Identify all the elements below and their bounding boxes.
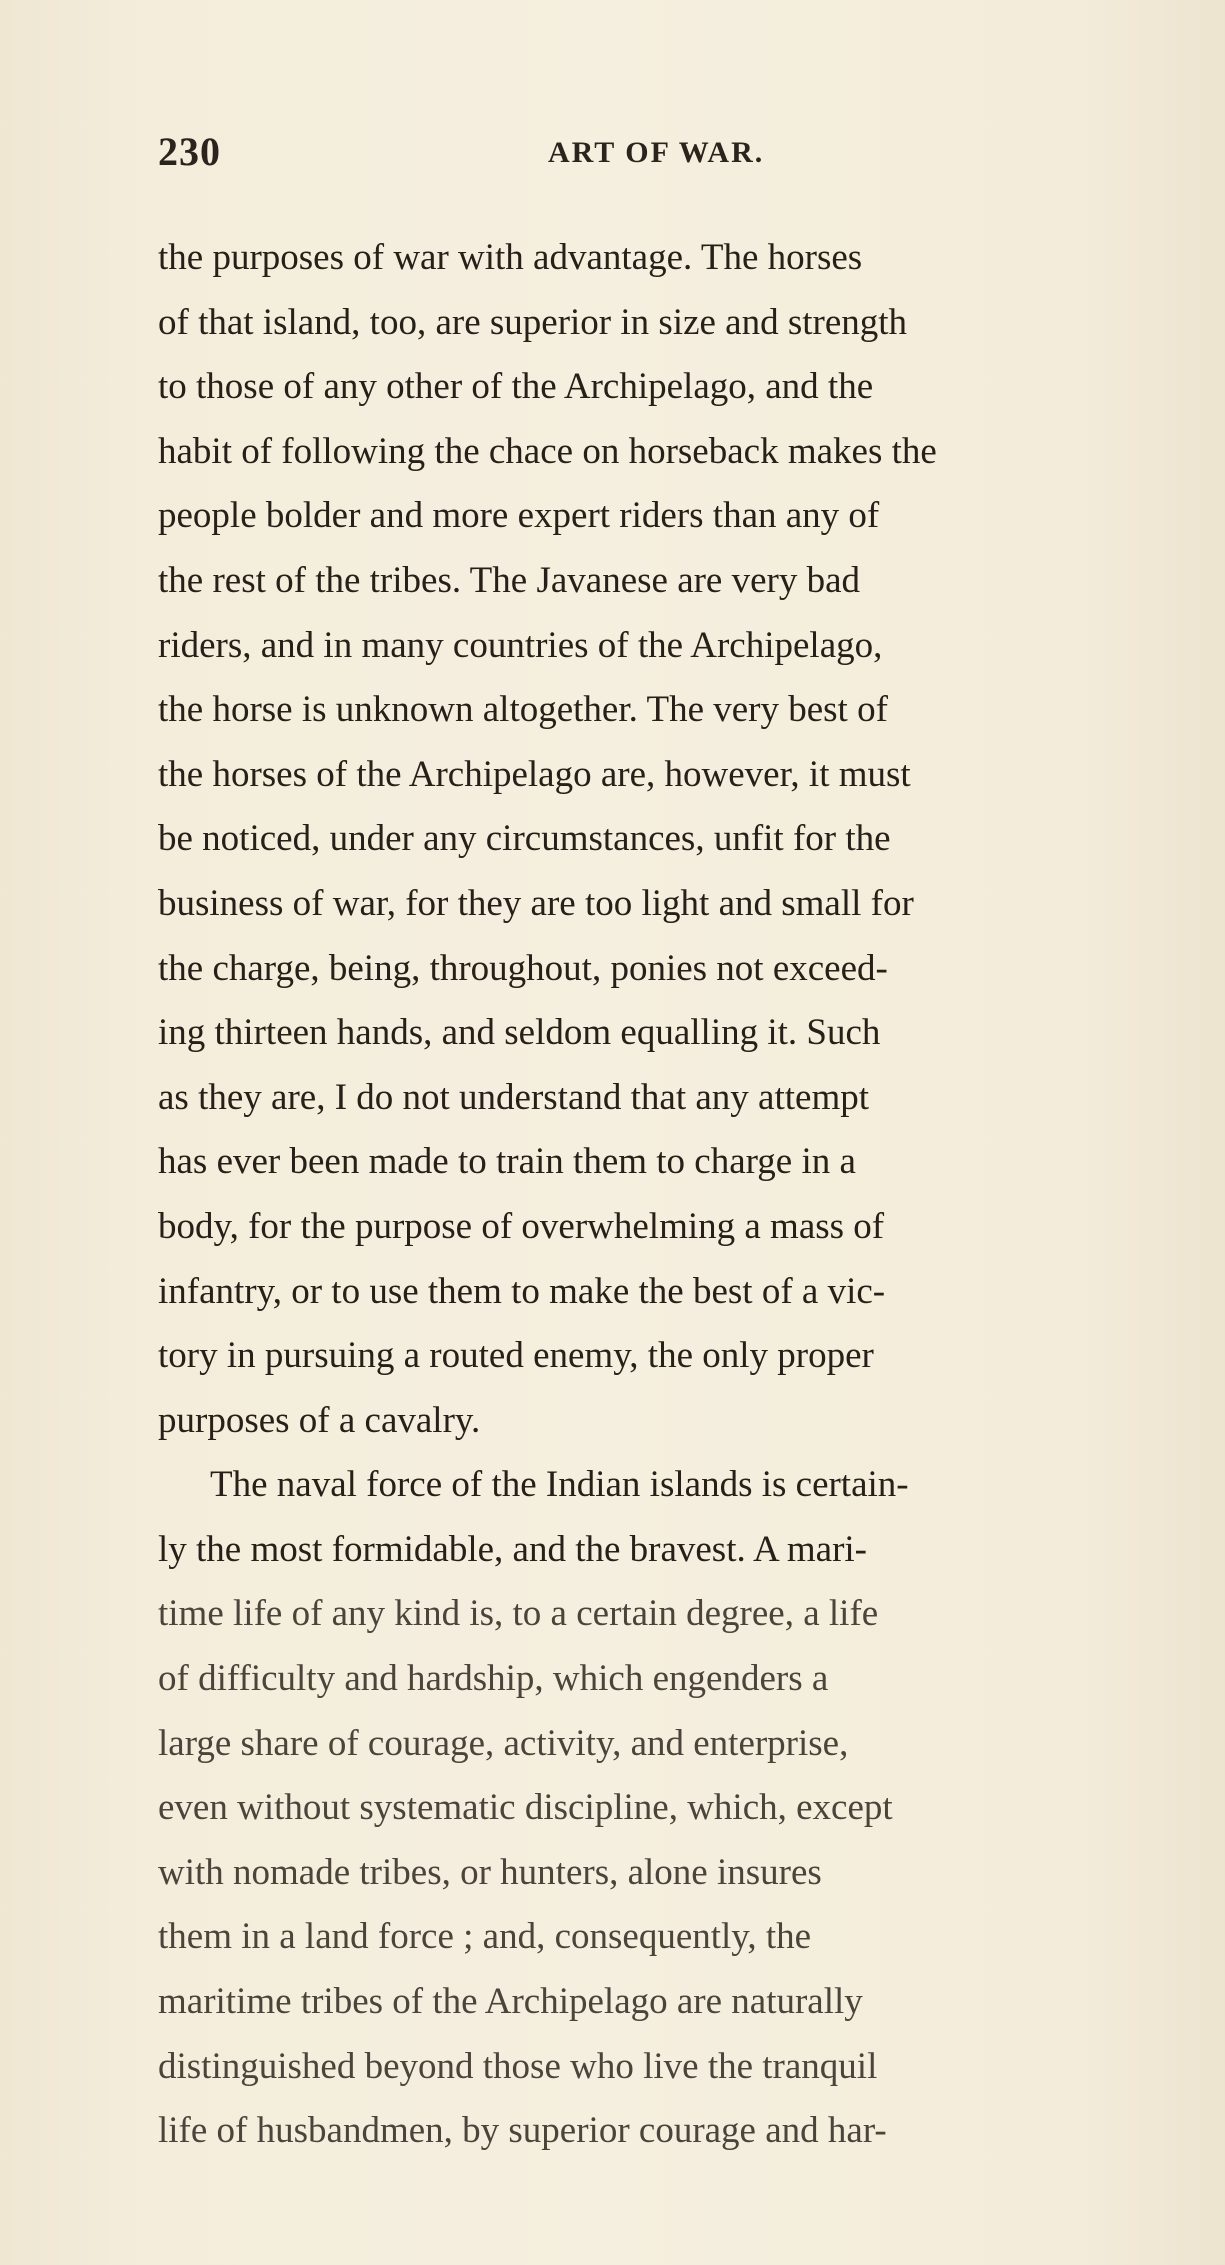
text-line: ly the most formidable, and the bravest. A mari-: [158, 1528, 867, 1570]
text-line: time life of any kind is, to a certain degree, a life: [158, 1593, 879, 1635]
text-line: to those of any other of the Archipelago, and the: [158, 366, 874, 408]
body-text: [158, 226, 1158, 2164]
text-line: of that island, too, are superior in size and strength: [158, 301, 908, 343]
paragraph-start-line: The naval force of the Indian islands is certain-: [210, 1464, 909, 1506]
text-line: the rest of the tribes. The Javanese are very bad: [158, 559, 861, 601]
text-line: business of war, for they are too light and small for: [158, 882, 914, 924]
page-header: [158, 128, 1108, 178]
text-line: life of husbandmen, by superior courage and har-: [158, 2110, 887, 2152]
text-line: habit of following the chace on horseback makes the: [158, 430, 937, 472]
text-line: be noticed, under any circumstances, unfit for the: [158, 818, 891, 860]
text-line: the charge, being, throughout, ponies not exceed-: [158, 947, 888, 989]
text-line: the horses of the Archipelago are, however, it must: [158, 753, 911, 795]
text-line: of difficulty and hardship, which engenders a: [158, 1658, 829, 1700]
text-line: even without systematic discipline, which, except: [158, 1787, 893, 1829]
text-line: the horse is unknown altogether. The very best of: [158, 689, 888, 731]
text-line: ing thirteen hands, and seldom equalling it. Such: [158, 1012, 881, 1054]
text-line: body, for the purpose of overwhelming a mass of: [158, 1205, 885, 1247]
page-number: 230: [158, 129, 221, 174]
text-line: tory in pursuing a routed enemy, the only proper: [158, 1335, 874, 1377]
running-head: ART OF WAR.: [548, 136, 765, 169]
text-line: infantry, or to use them to make the best of a vic-: [158, 1270, 886, 1312]
text-line: them in a land force ; and, consequently, the: [158, 1916, 812, 1958]
text-line: has ever been made to train them to charge in a: [158, 1141, 856, 1183]
text-line: people bolder and more expert riders than any of: [158, 495, 880, 537]
text-line: maritime tribes of the Archipelago are naturally: [158, 1981, 863, 2023]
text-line: the purposes of war with advantage. The horses: [158, 237, 863, 278]
text-line: purposes of a cavalry.: [158, 1399, 481, 1441]
text-line: with nomade tribes, or hunters, alone insures: [158, 1851, 822, 1893]
text-line: as they are, I do not understand that any attempt: [158, 1076, 870, 1118]
text-line: large share of courage, activity, and enterprise,: [158, 1722, 849, 1764]
text-line: distinguished beyond those who live the tranquil: [158, 2045, 878, 2087]
text-line: riders, and in many countries of the Archipelago,: [158, 624, 883, 666]
